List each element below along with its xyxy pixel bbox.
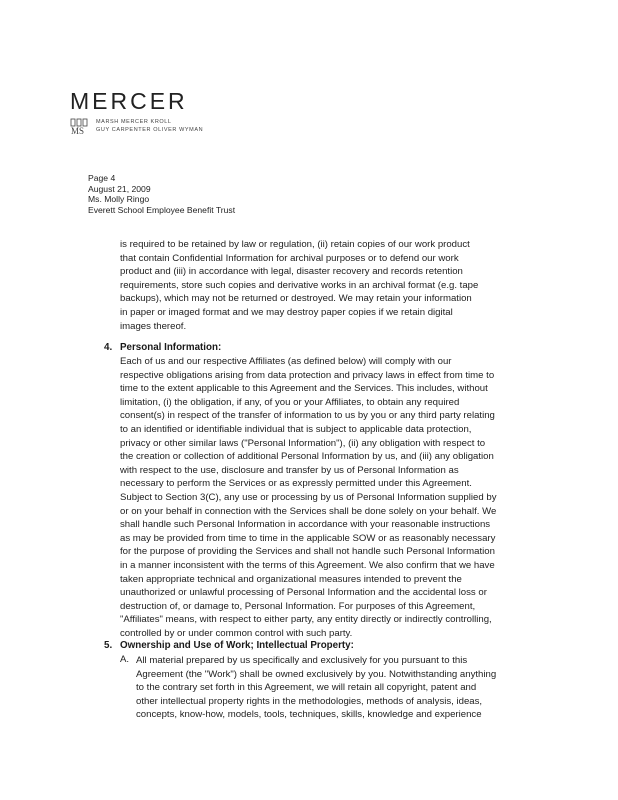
text-line: Each of us and our respective Affiliates (as defined below) will comply with our (120, 356, 452, 367)
text-line: that contain Confidential Information for archival purposes or to defend our work (120, 252, 459, 264)
section-4-body (120, 355, 510, 640)
text-line: product and (iii) in accordance with legal, disaster recovery and records retention (120, 266, 463, 278)
text-line: the creation or collection of additional Personal Information by us, and (iii) any obligation (120, 451, 494, 463)
text-line: images thereof. (120, 320, 187, 332)
page-number: Page 4 (88, 173, 116, 183)
recipient-name: Ms. Molly Ringo (88, 194, 150, 205)
text-line: in paper or imaged format and we may destroy paper copies if we retain digital (120, 306, 453, 318)
text-line: in a manner inconsistent with the terms of this Agreement. We also confirm that we have (120, 559, 495, 571)
text-line: for the purpose of providing the Services and shall not handle such Personal Information (120, 546, 495, 558)
text-line: requirements, store such copies and derivative works in an archival format (e.g. tape (120, 279, 479, 291)
logo-affiliate-lines (96, 118, 203, 134)
text-line: limitation, (i) the obligation, if any, of you or your Affiliates, to obtain any required (120, 396, 460, 408)
text-line: privacy or other similar laws ("Personal Information"), (ii) any obligation with respect to (120, 437, 486, 449)
text-line: as may be provided from time to time in the applicable SOW or as reasonably necessary (120, 532, 496, 544)
text-line: is required to be retained by law or regulation, (ii) retain copies of our work product (120, 239, 470, 250)
text-line: Subject to Section 3(C), any use or processing by us of Personal Information supplied by (120, 491, 497, 503)
section-number: 5. (104, 640, 113, 651)
section-number: 4. (104, 342, 113, 353)
text-line: consent(s) in respect of the transfer of information to us by you or any third party relating (120, 410, 495, 422)
text-line: "Affiliates" means, with respect to either party, any entity directly or indirectly controlling, (120, 614, 492, 626)
mercer-logo-wordmark: MERCER (70, 88, 188, 114)
letter-date: August 21, 2009 (88, 183, 151, 194)
text-line: concepts, know-how, models, tools, techniques, skills, knowledge and experience (136, 709, 482, 721)
recipient-organization: Everett School Employee Benefit Trust (88, 204, 236, 215)
text-line: backups), which may not be returned or destroyed. We may retain your information (120, 293, 472, 305)
text-line: time to the extent applicable to this Agreement and the Services. This includes, without (120, 383, 488, 395)
text-line: necessary to perform the Services or as expressly permitted under this Agreement. (120, 478, 472, 490)
section-5-body (136, 654, 516, 722)
section-title: Ownership and Use of Work; Intellectual Property: (120, 640, 354, 651)
text-line: unauthorized or unlawful processing of Personal Information and the accidental loss or (120, 587, 487, 599)
text-line: All material prepared by us specifically and exclusively for you pursuant to this (136, 655, 468, 666)
text-line: other intellectual property rights in the methodologies, methods of analysis, ideas, (136, 695, 483, 707)
text-line: with respect to the use, disclosure and transfer by us of Personal Information as (120, 464, 459, 476)
section-title: Personal Information: (120, 342, 222, 353)
logo-sub-line-2: GUY CARPENTER OLIVER WYMAN (96, 127, 204, 133)
text-line: shall handle such Personal Information in accordance with your reasonable instructions (120, 519, 491, 531)
continuation-paragraph (120, 238, 510, 333)
subsection-letter: A. (120, 654, 130, 665)
mmc-logo-mark (70, 118, 92, 136)
text-line: controlled by or under common control with such party. (120, 627, 353, 639)
text-line: Agreement (the "Work") shall be owned exclusively by you. Notwithstanding anything (136, 668, 497, 680)
text-line: destruction of, or damage to, Personal Information. For purposes of this Agreement, (120, 600, 476, 612)
text-line: respective obligations arising from data protection and privacy laws in effect from time to (120, 369, 495, 381)
text-line: taken appropriate technical and organizational measures intended to prevent the (120, 573, 462, 585)
svg-text:MS: MS (71, 126, 85, 136)
text-line: to the contrary set forth in this Agreement, we will retain all copyright, patent and (136, 682, 477, 694)
letter-header (88, 173, 235, 215)
text-line: to an identified or identifiable individual that is subject to applicable data protection, (120, 423, 472, 435)
text-line: or on your behalf in connection with the Services shall be done solely on your behalf. We (120, 505, 497, 517)
logo-sub-line-1: MARSH MERCER KROLL (96, 119, 172, 125)
